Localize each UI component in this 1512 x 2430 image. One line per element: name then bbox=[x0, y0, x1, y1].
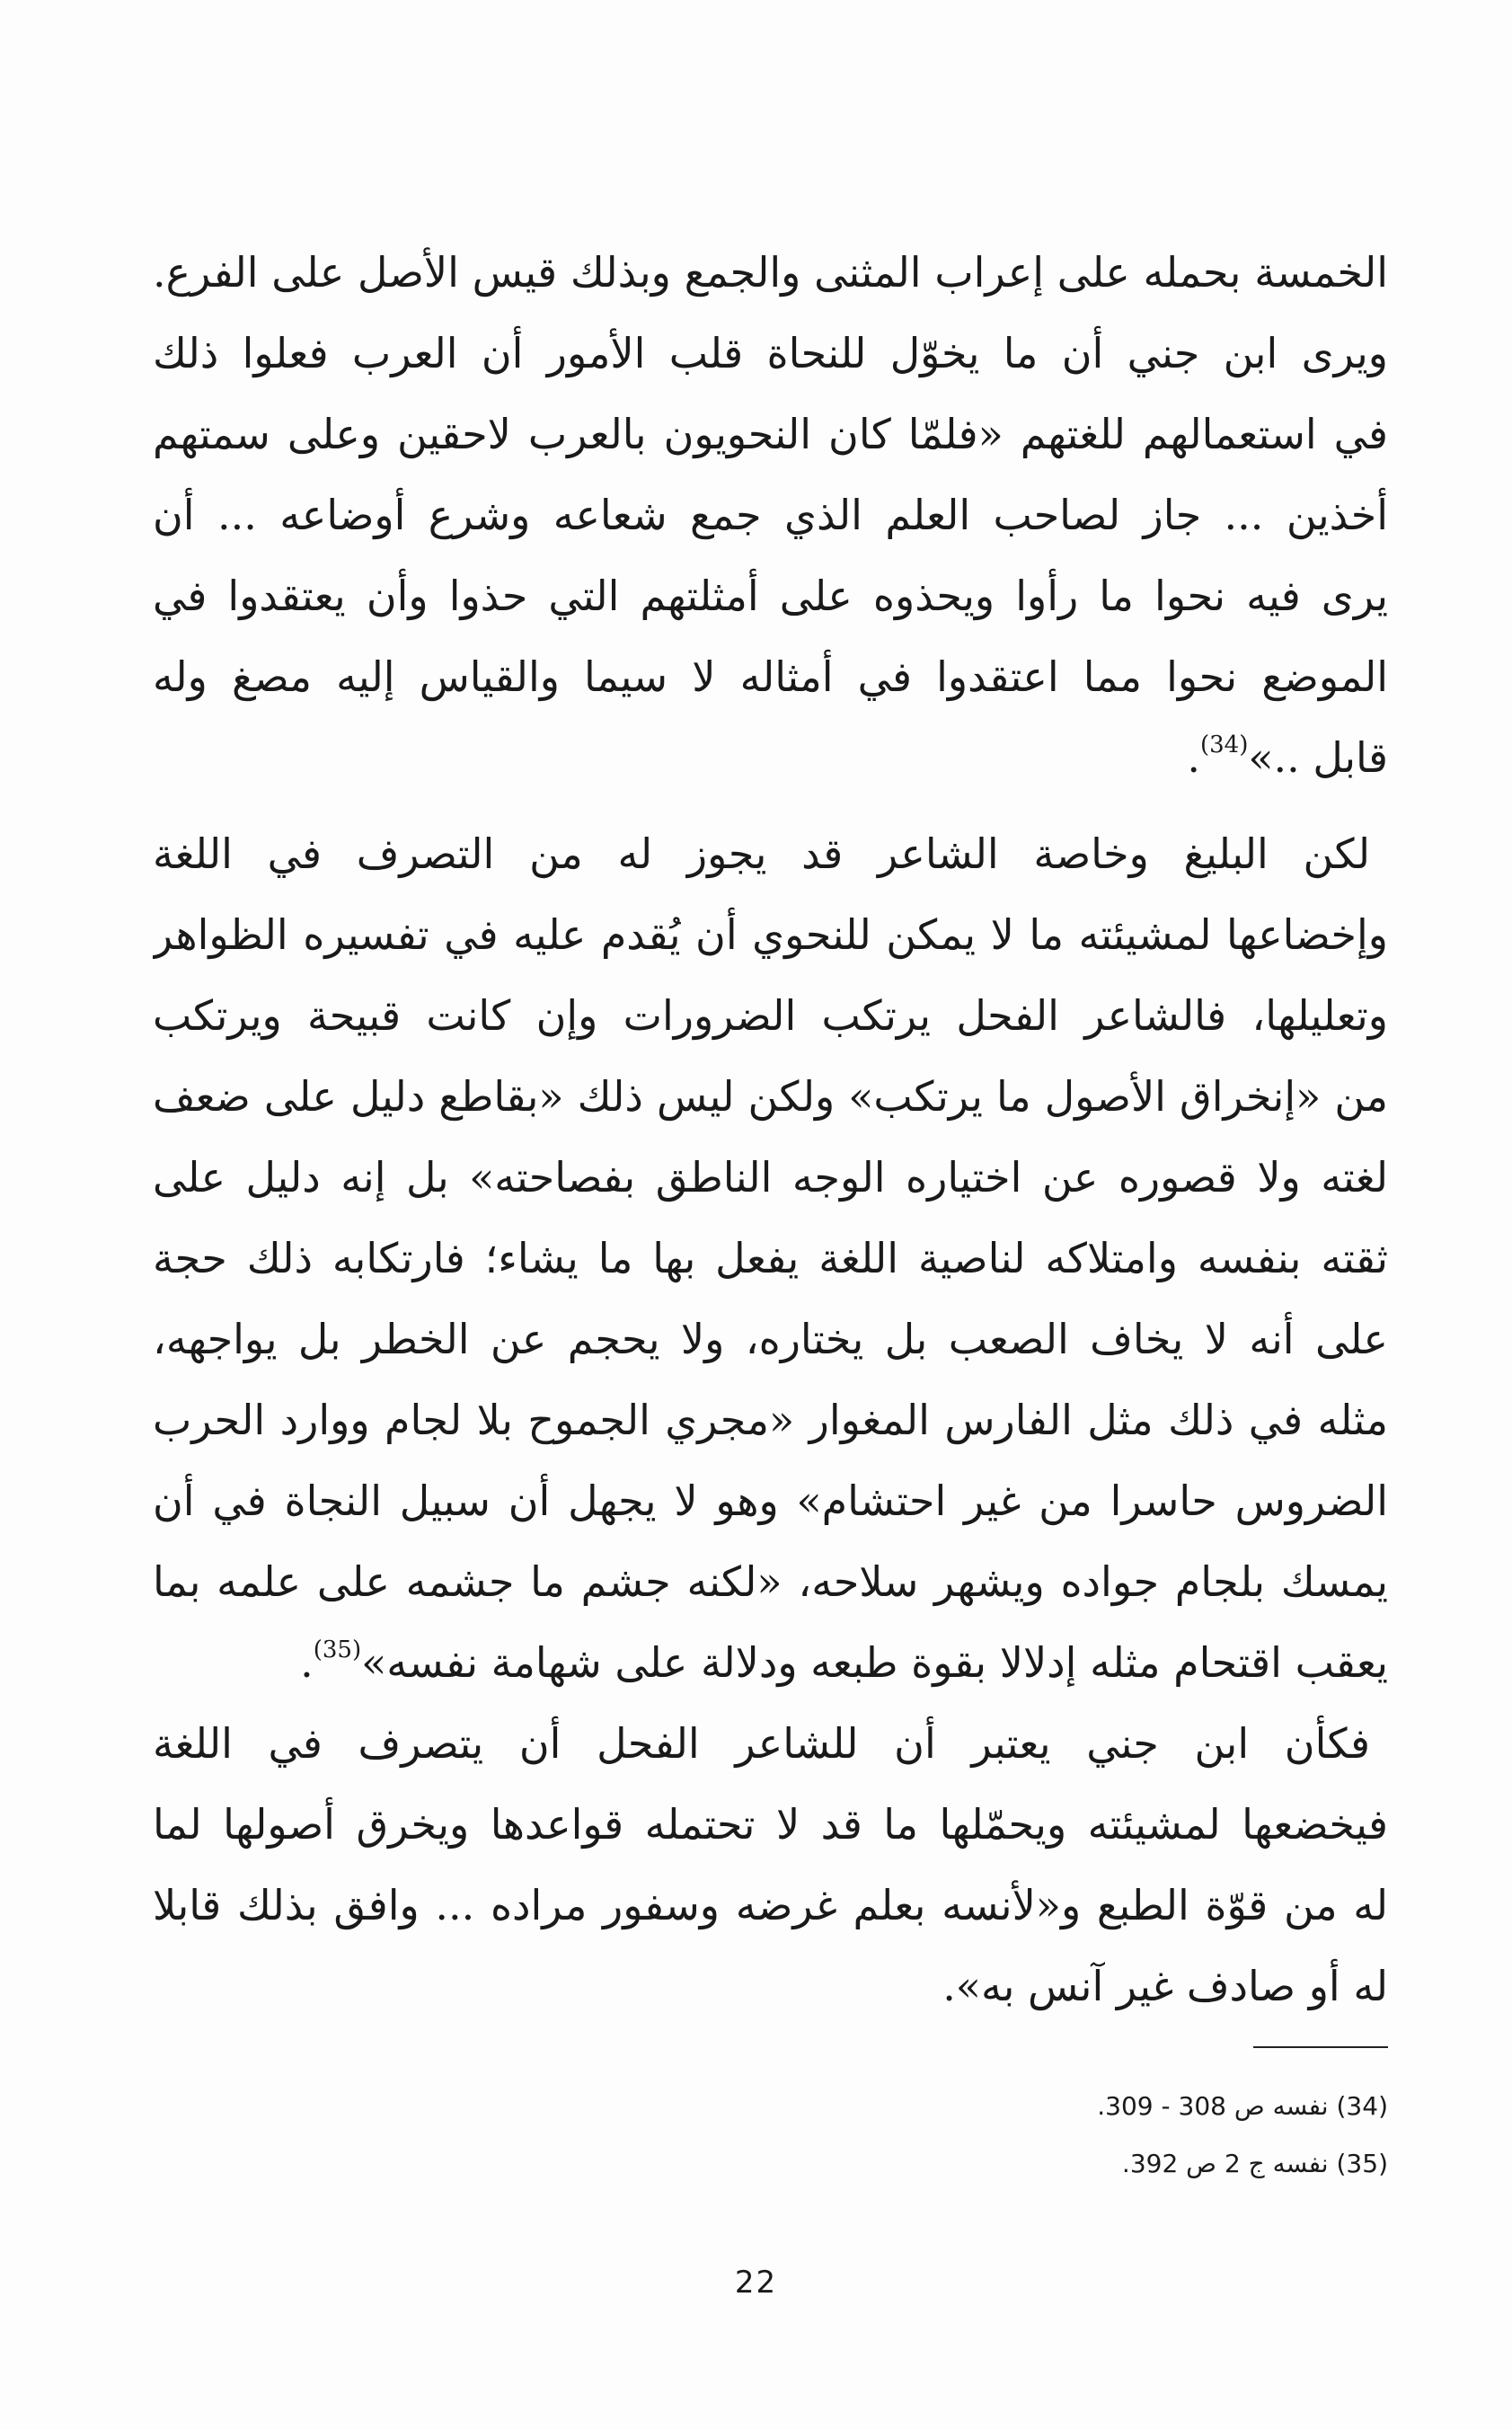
page-number: 22 bbox=[734, 2265, 778, 2301]
text-line: ثقته بنفسه وامتلاكه لناصية اللغة يفعل بها ما يشاء؛ فارتكابه ذلك حجة bbox=[153, 1234, 1388, 1282]
text-line: على أنه لا يخاف الصعب بل يختاره، ولا يحجم عن الخطر بل يواجهه، bbox=[153, 1315, 1388, 1363]
text-line: وتعليلها، فالشاعر الفحل يرتكب الضرورات وإن كانت قبيحة ويرتكب bbox=[153, 991, 1388, 1040]
text-line: وإخضاعها لمشيئته ما لا يمكن للنحوي أن يُقدم عليه في تفسيره الظواهر bbox=[153, 910, 1388, 959]
text-line: لكن البليغ وخاصة الشاعر قد يجوز له من التصرف في اللغة bbox=[153, 829, 1370, 878]
text-line: لغته ولا قصوره عن اختياره الوجه الناطق بفصاحته» بل إنه دليل على bbox=[153, 1153, 1388, 1202]
paragraph-1 bbox=[153, 232, 1388, 798]
text-line: أخذين ... جاز لصاحب العلم الذي جمع شعاعه وشرع أوضاعه ... أن bbox=[153, 491, 1388, 539]
text-line-content: قابل ..» bbox=[1248, 733, 1388, 782]
text-line-last: يعقب اقتحام مثله إدلالا بقوة طبعه ودلالة على شهامة نفسه»$^{(35)}$. bbox=[300, 1636, 1388, 1687]
text-line: فكأن ابن جني يعتبر أن للشاعر الفحل أن يتصرف في اللغة bbox=[153, 1719, 1370, 1768]
footnote-ref-34: (34) bbox=[1199, 732, 1249, 758]
text-line: ويرى ابن جني أن ما يخوّل للنحاة قلب الأمور أن العرب فعلوا ذلك bbox=[153, 329, 1388, 377]
text-line: له من قوّة الطبع و«لأنسه بعلم غرضه وسفور مراده ... وافق بذلك قابلا bbox=[153, 1881, 1388, 1929]
text-line-content: يعقب اقتحام مثله إدلالا بقوة طبعه ودلالة على شهامة نفسه» bbox=[361, 1638, 1388, 1687]
text-line: الضروس حاسرا من غير احتشام» وهو لا يجهل أن سبيل النجاة في أن bbox=[153, 1477, 1388, 1525]
paragraph-2 bbox=[153, 813, 1388, 2026]
text-line: في استعمالهم للغتهم «فلمّا كان النحويون بالعرب لاحقين وعلى سمتهم bbox=[153, 410, 1388, 458]
text-line-last: قابل ..»$^{(34)}$. bbox=[1187, 732, 1388, 782]
footnote-ref-35: (35) bbox=[313, 1636, 362, 1663]
footnotes bbox=[153, 2078, 1388, 2193]
footnote-separator bbox=[1253, 2046, 1388, 2048]
text-line: الموضع نحوا مما اعتقدوا في أمثاله لا سيما والقياس إليه مصغ وله bbox=[153, 652, 1388, 701]
footnote-34: (34) نفسه ص 308 - 309. bbox=[1097, 2091, 1388, 2121]
footnote-35: (35) نفسه ج 2 ص 392. bbox=[1121, 2149, 1388, 2178]
text-line: فيخضعها لمشيئته ويحمّلها ما قد لا تحتمله قواعدها ويخرق أصولها لما bbox=[153, 1800, 1388, 1849]
text-line-last: له أو صادف غير آنس به». bbox=[942, 1962, 1388, 2010]
text-line: الخمسة بحمله على إعراب المثنى والجمع وبذلك قيس الأصل على الفرع. bbox=[153, 248, 1388, 297]
text-line: يرى فيه نحوا ما رأوا ويحذوه على أمثلتهم التي حذوا وأن يعتقدوا في bbox=[153, 572, 1388, 620]
text-line: يمسك بلجام جواده ويشهر سلاحه، «لكنه جشم ما جشمه على علمه بما bbox=[153, 1557, 1388, 1606]
text-line: مثله في ذلك مثل الفارس المغوار «مجري الجموح بلا لجام ووارد الحرب bbox=[153, 1396, 1388, 1444]
text-line: من «إنخراق الأصول ما يرتكب» ولكن ليس ذلك «بقاطع دليل على ضعف bbox=[153, 1072, 1388, 1121]
